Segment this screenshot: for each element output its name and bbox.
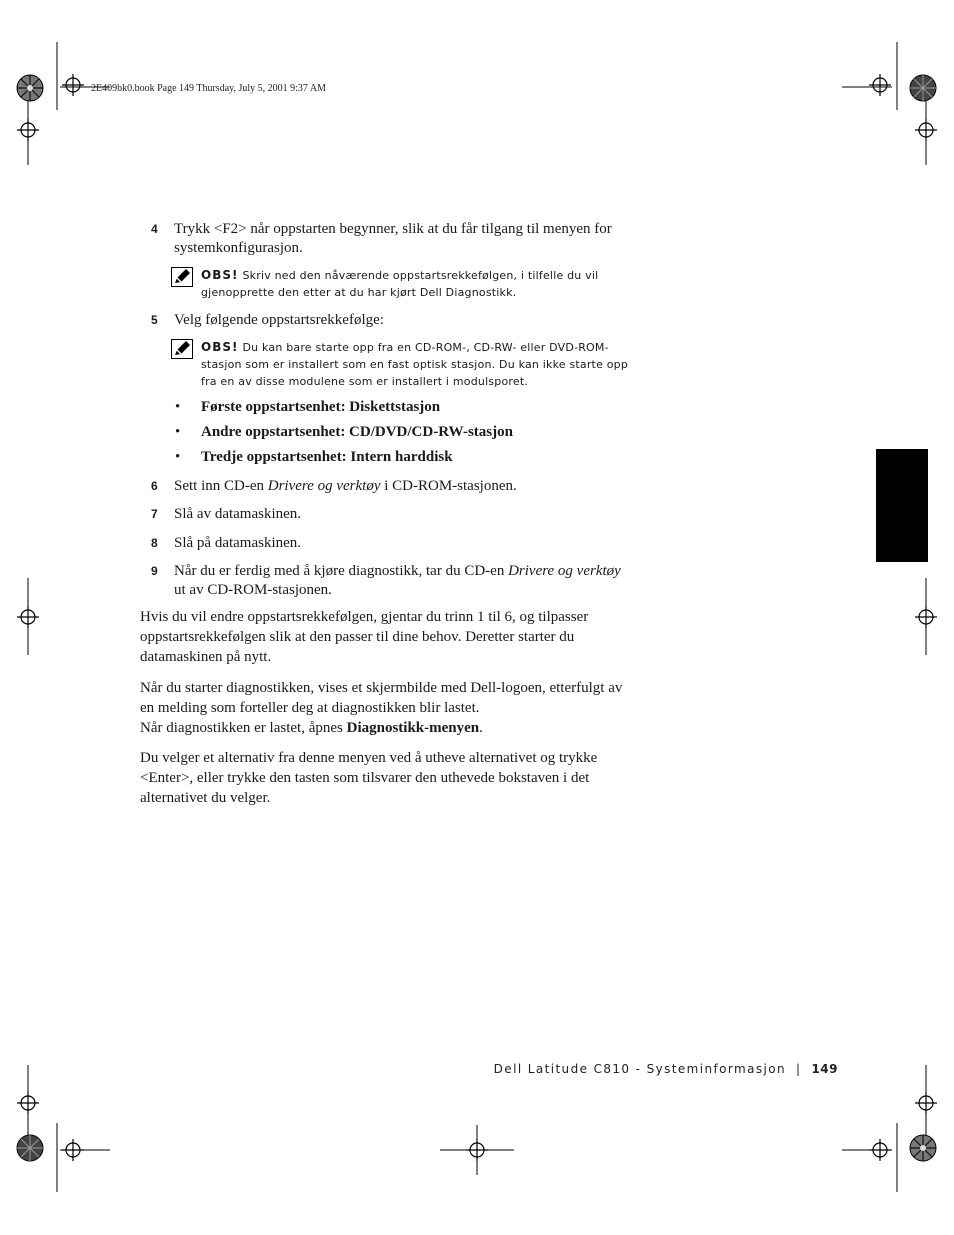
paragraph-text: Når du starter diagnostikken, vises et skjermbilde med Dell-logoen, etterfulgt av en melding som forteller deg at diagnostikken blir lastet. — [140, 680, 623, 716]
step-text: Slå av datamaskinen. — [174, 506, 302, 522]
step-number: 6 — [151, 479, 158, 493]
bullet-dot: • — [175, 449, 181, 465]
cd-title: Drivere og verktøy — [508, 563, 621, 579]
bullet-text: Andre oppstartsenhet: CD/DVD/CD-RW-stasjon — [201, 424, 513, 440]
bullet-text: Første oppstartsenhet: Diskettstasjon — [201, 399, 441, 415]
note-label: OBS! — [201, 268, 239, 282]
footer-title: Dell Latitude C810 - Systeminformasjon — [493, 1062, 786, 1076]
footer-separator: | — [795, 1062, 802, 1076]
paragraph-select-option: Du velger et alternativ fra denne menyen ved å utheve alternativet og trykke <Enter>, eller trykke den tasten som tilsvarer den uthevede bokstaven i det alternativet du velger. — [140, 750, 598, 806]
step-5 — [151, 311, 631, 330]
bullet-text: Tredje oppstartsenhet: Intern harddisk — [201, 449, 453, 465]
note-label: OBS! — [201, 340, 239, 354]
bullet-item — [175, 448, 453, 467]
chapter-thumb-tab — [876, 449, 928, 562]
page-footer — [470, 1062, 838, 1076]
step-text: Velg følgende oppstartsrekkefølge: — [174, 312, 384, 328]
page-number: 149 — [811, 1062, 838, 1076]
step-text: Når du er ferdig med å kjøre diagnostikk, tar du CD-en — [174, 563, 509, 579]
step-number: 5 — [151, 313, 158, 327]
step-number: 8 — [151, 536, 158, 550]
step-7 — [151, 505, 631, 524]
note-1 — [171, 267, 631, 301]
menu-name: Diagnostikk-menyen — [346, 720, 480, 736]
paragraph-text: Når diagnostikken er lastet, åpnes — [140, 720, 347, 736]
step-8 — [151, 534, 631, 553]
bullet-item — [175, 398, 440, 417]
step-text: Trykk <F2> når oppstarten begynner, slik at du får tilgang til menyen for systemkonfigurasjon. — [174, 221, 612, 256]
bullet-dot: • — [175, 399, 181, 415]
step-text: Sett inn CD-en — [174, 478, 268, 494]
note-2 — [171, 339, 631, 390]
step-number: 7 — [151, 507, 158, 521]
bullet-dot: • — [175, 424, 181, 440]
cd-title: Drivere og verktøy — [267, 478, 381, 494]
paragraph-diagnostics-start — [140, 678, 635, 738]
note-text: Skriv ned den nåværende oppstartsrekkefølgen, i tilfelle du vil gjenopprette den etter at du har kjørt Dell Diagnostikk. — [201, 269, 599, 299]
pencil-note-icon — [171, 267, 193, 287]
paragraph-change-order: Hvis du vil endre oppstartsrekkefølgen, gjentar du trinn 1 til 6, og tilpasser oppstartsrekkefølgen slik at den passer til dine behov. Deretter starter du datamaskinen på nytt. — [140, 609, 589, 665]
step-number: 4 — [151, 222, 158, 236]
step-text: Slå på datamaskinen. — [174, 535, 302, 551]
step-9 — [151, 562, 631, 600]
step-6 — [151, 477, 631, 496]
pencil-note-icon — [171, 339, 193, 359]
bullet-item — [175, 423, 513, 442]
step-text: i CD-ROM-stasjonen. — [380, 478, 517, 494]
print-slug: 2E409bk0.book Page 149 Thursday, July 5, 2001 9:37 AM — [91, 83, 326, 94]
paragraph-text: . — [479, 720, 483, 736]
note-text: Du kan bare starte opp fra en CD-ROM-, CD-RW- eller DVD-ROM-stasjon som er installert som en fast optisk stasjon. Du kan ikke starte opp fra en av disse modulene som er installert i modulsporet. — [201, 341, 629, 388]
step-4 — [151, 220, 631, 258]
step-number: 9 — [151, 564, 158, 578]
step-text: ut av CD-ROM-stasjonen. — [174, 582, 332, 598]
